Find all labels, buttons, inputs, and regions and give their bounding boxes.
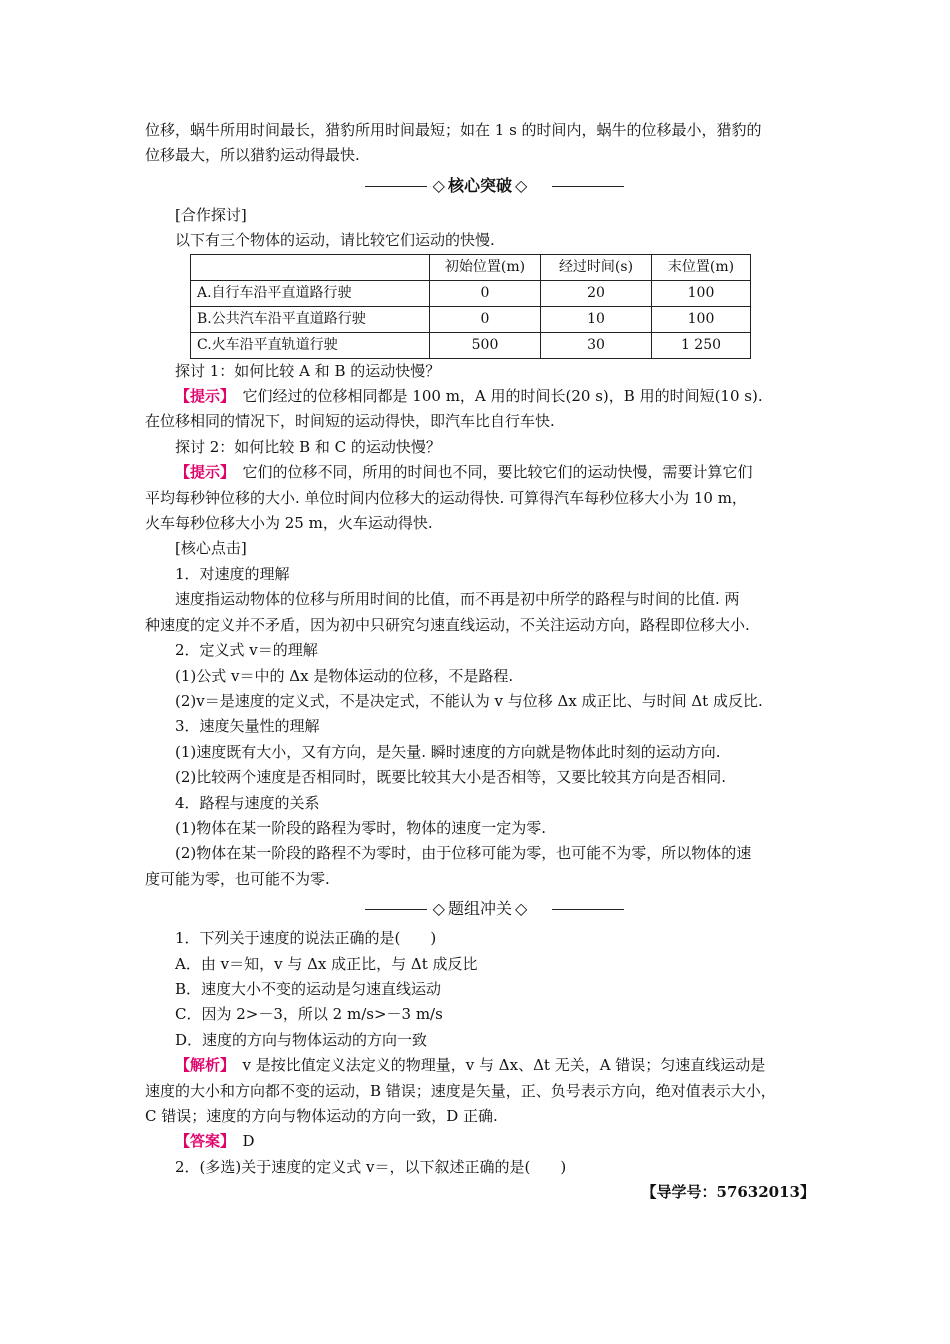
core-text: (1)速度既有大小，又有方向，是矢量. 瞬时速度的方向就是物体此时刻的运动方向. xyxy=(175,742,721,761)
question-stem: 2．(多选)关于速度的定义式 v＝，以下叙述正确的是( ) xyxy=(175,1157,567,1176)
table-header-cell: 初始位置(m) xyxy=(430,254,541,280)
section-title: 核心突破 xyxy=(447,175,512,195)
guide-number: 【导学号：57632013】 xyxy=(641,1183,815,1202)
diamond-icon: ◇ xyxy=(432,899,445,919)
core-text: 度可能为零，也可能不为零. xyxy=(145,869,330,888)
table-cell: 0 xyxy=(430,280,541,306)
core-heading: 3．速度矢量性的理解 xyxy=(175,717,320,736)
table-cell: B.公共汽车沿平直道路行驶 xyxy=(191,306,430,332)
core-label: [核心点击] xyxy=(175,539,247,558)
table-header-cell xyxy=(191,254,430,280)
hint-text: 它们的位移不同，所用的时间也不同，要比较它们的运动快慢，需要计算它们 xyxy=(242,463,753,482)
table-cell: 10 xyxy=(541,306,652,332)
option-a: A．由 v＝知，v 与 Δx 成正比，与 Δt 成反比 xyxy=(175,954,478,973)
core-text: (1)物体在某一阶段的路程为零时，物体的速度一定为零. xyxy=(175,818,547,837)
table-cell: 100 xyxy=(652,306,751,332)
option-c: C．因为 2>－3，所以 2 m/s>－3 m/s xyxy=(175,1005,443,1024)
table-cell: A.自行车沿平直道路行驶 xyxy=(191,280,430,306)
table-header-cell: 经过时间(s) xyxy=(541,254,652,280)
table-row xyxy=(191,332,751,358)
analysis-line xyxy=(145,1053,815,1078)
table-row xyxy=(191,280,751,306)
table-cell: 1 250 xyxy=(652,332,751,358)
answer-value: D xyxy=(242,1132,255,1151)
discuss2-answer-line: 火车每秒位移大小为 25 m，火车运动得快. xyxy=(145,514,433,533)
table-header-cell: 末位置(m) xyxy=(652,254,751,280)
table-cell: 20 xyxy=(541,280,652,306)
core-heading: 1．对速度的理解 xyxy=(175,564,290,583)
analysis-line: C 错误；速度的方向与物体运动的方向一致，D 正确. xyxy=(145,1107,498,1125)
table-cell: C.火车沿平直轨道行驶 xyxy=(191,332,430,358)
discuss2-answer-line xyxy=(145,460,815,485)
analysis-tag: 【解析】 xyxy=(175,1056,228,1075)
table-cell: 0 xyxy=(430,306,541,332)
core-heading: 2．定义式 v＝的理解 xyxy=(175,641,318,660)
table-cell: 500 xyxy=(430,332,541,358)
core-text: (2)物体在某一阶段的路程不为零时，由于位移可能为零，也可能不为零，所以物体的速 xyxy=(175,844,752,863)
core-text: (1)公式 v＝中的 Δx 是物体运动的位移，不是路程. xyxy=(175,666,514,685)
diamond-icon: ◇ xyxy=(515,899,528,919)
discuss1-question: 探讨 1：如何比较 A 和 B 的运动快慢？ xyxy=(175,361,441,380)
table-header-row xyxy=(191,254,751,280)
option-d: D．速度的方向与物体运动的方向一致 xyxy=(175,1030,428,1049)
coop-label: [合作探讨] xyxy=(175,205,247,224)
core-text: (2)比较两个速度是否相同时，既要比较其大小是否相等，又要比较其方向是否相同. xyxy=(175,768,727,787)
core-heading: 4．路程与速度的关系 xyxy=(175,793,320,812)
discuss2-answer-line: 平均每秒钟位移的大小. 单位时间内位移大的运动得快. 可算得汽车每秒位移大小为 10 m， xyxy=(145,488,747,507)
core-text: 速度指运动物体的位移与所用时间的比值，而不再是初中所学的路程与时间的比值. 两 xyxy=(175,590,740,609)
intro-line-1: 位移，蜗牛所用时间最长，猎豹所用时间最短；如在 1 s 的时间内，蜗牛的位移最小，猎豹的 xyxy=(145,121,762,139)
section-heading-core xyxy=(145,171,815,201)
intro-line-2: 位移最大，所以猎豹运动得最快. xyxy=(145,146,360,165)
document-page xyxy=(145,118,815,1206)
core-text: 种速度的定义并不矛盾，因为初中只研究匀速直线运动，不关注运动方向，路程即位移大小. xyxy=(145,615,750,634)
section-heading-exercises xyxy=(145,894,815,924)
answer-tag: 【答案】 xyxy=(175,1132,228,1151)
motion-table xyxy=(190,254,751,359)
analysis-line: 速度的大小和方向都不变的运动，B 错误；速度是矢量，正、负号表示方向，绝对值表示大小， xyxy=(145,1081,776,1100)
coop-intro: 以下有三个物体的运动，请比较它们运动的快慢. xyxy=(175,231,495,250)
core-text: (2)v＝是速度的定义式，不是决定式，不能认为 v 与位移 Δx 成正比、与时间 Δt 成反比. xyxy=(175,691,763,710)
option-b: B．速度大小不变的运动是匀速直线运动 xyxy=(175,979,442,998)
discuss1-answer-line: 在位移相同的情况下，时间短的运动得快，即汽车比自行车快. xyxy=(145,412,555,431)
analysis-text: v 是按比值定义法定义的物理量，v 与 Δx、Δt 无关，A 错误；匀速直线运动是 xyxy=(242,1056,766,1075)
diamond-icon: ◇ xyxy=(515,175,528,195)
table-row xyxy=(191,306,751,332)
answer-line xyxy=(145,1129,815,1154)
hint-tag: 【提示】 xyxy=(175,387,228,406)
section-title: 题组冲关 xyxy=(447,899,512,919)
table-cell: 30 xyxy=(541,332,652,358)
question-stem: 1．下列关于速度的说法正确的是( ) xyxy=(175,929,437,948)
hint-tag: 【提示】 xyxy=(175,463,228,482)
discuss1-answer-line xyxy=(145,384,815,409)
discuss2-question: 探讨 2：如何比较 B 和 C 的运动快慢？ xyxy=(175,437,441,456)
table-cell: 100 xyxy=(652,280,751,306)
diamond-icon: ◇ xyxy=(432,175,445,195)
hint-text: 它们经过的位移相同都是 100 m，A 用的时间长(20 s)，B 用的时间短(10 s). xyxy=(242,387,763,406)
